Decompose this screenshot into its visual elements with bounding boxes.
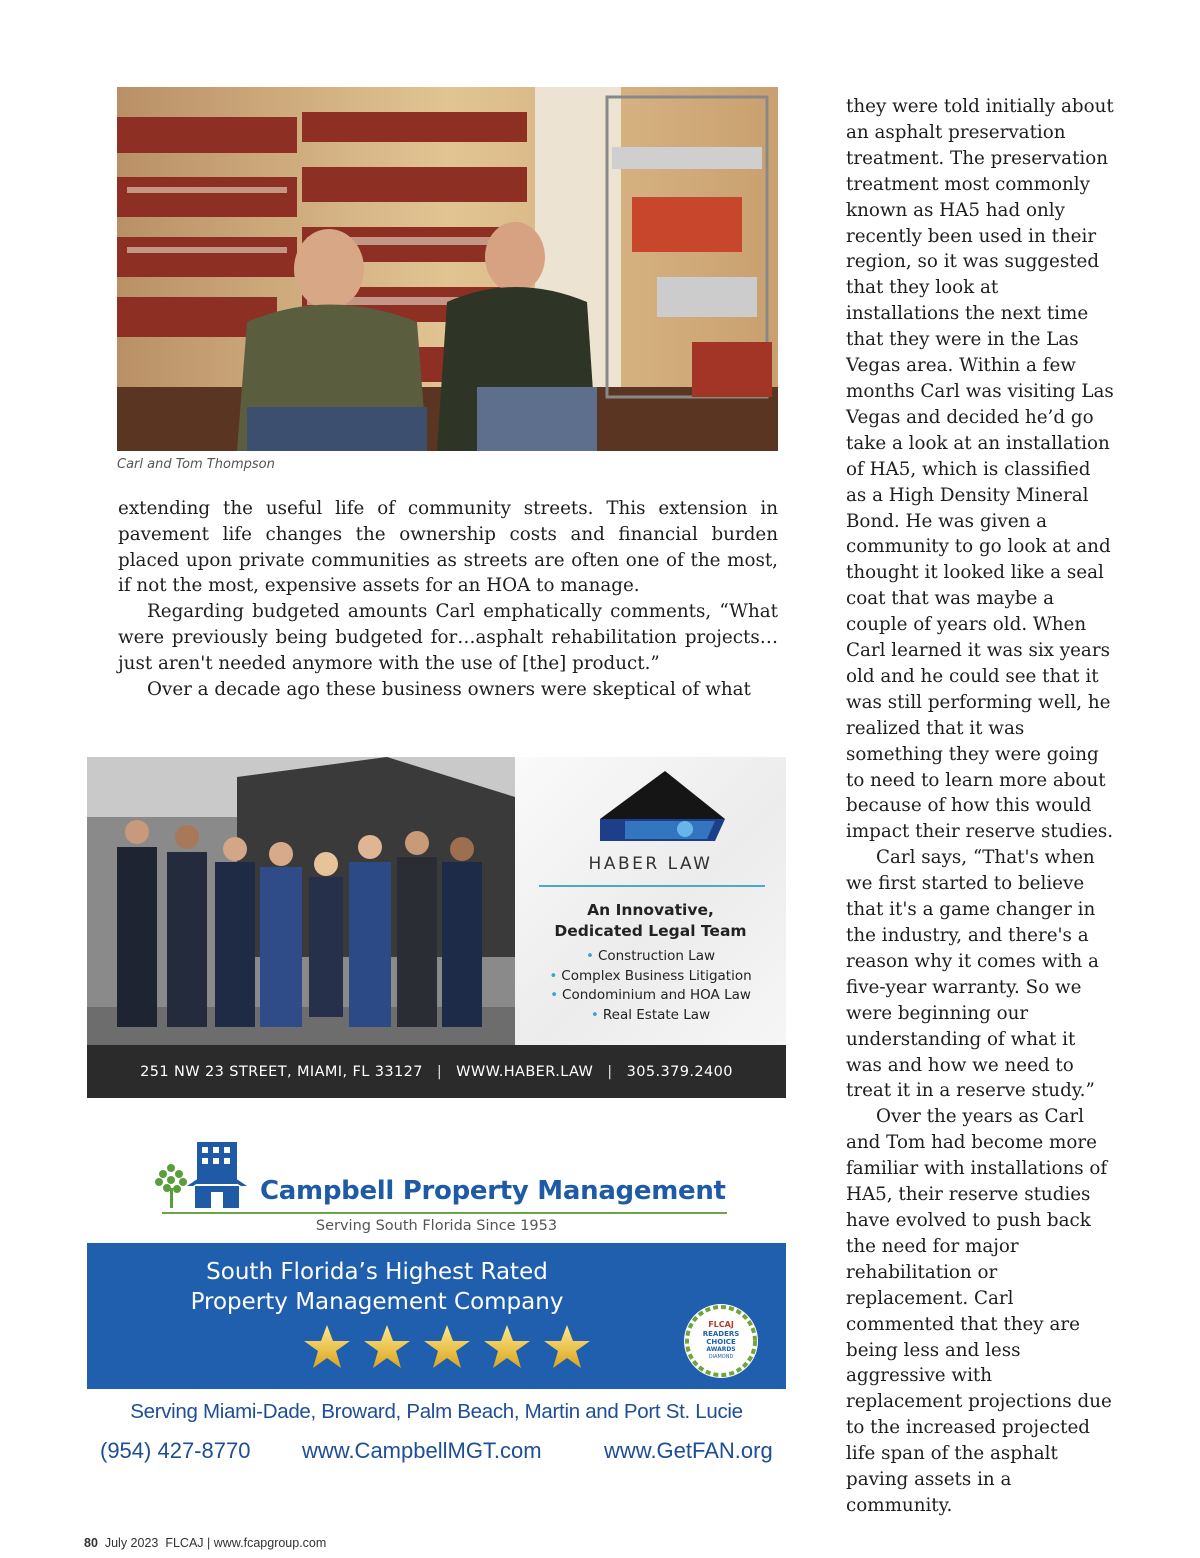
service-label: Complex Business Litigation	[561, 967, 752, 984]
haber-address: 251 NW 23 STREET, MIAMI, FL 33127	[140, 1063, 423, 1080]
getfan-website-link[interactable]: www.GetFAN.org	[604, 1438, 773, 1463]
page-footer	[84, 1536, 326, 1550]
article-right-column	[846, 94, 1114, 1519]
bullet-icon: •	[590, 1006, 599, 1023]
service-label: Real Estate Law	[602, 1006, 711, 1023]
service-item	[515, 1006, 786, 1026]
haber-website-link[interactable]: WWW.HABER.LAW	[456, 1063, 594, 1080]
article-paragraph: Carl says, “That's when we first started to believe that it's a game changer in the industry, and there's a reason why it comes with a five-year warranty. So we were beginning our understanding of what it was and how we need to treat it in a reserve study.”	[846, 847, 1099, 1102]
haber-phone[interactable]: 305.379.2400	[626, 1063, 733, 1080]
bullet-icon: •	[585, 948, 594, 964]
service-item	[515, 986, 786, 1006]
publication-name: FLCAJ	[165, 1536, 204, 1550]
badge-line: AWARDS	[706, 1346, 736, 1353]
badge-line: CHOICE	[706, 1338, 736, 1346]
campbell-ad[interactable]	[87, 1130, 786, 1475]
office-photo-illustration	[117, 87, 778, 451]
campbell-headline	[87, 1257, 667, 1317]
star-icon	[424, 1325, 470, 1368]
campbell-website-link[interactable]: www.CampbellMGT.com	[302, 1438, 542, 1463]
campbell-service-area: Serving Miami-Dade, Broward, Palm Beach, Martin and Port St. Lucie	[130, 1400, 743, 1423]
service-item	[515, 947, 786, 967]
haber-brand-name: HABER LAW	[588, 854, 713, 874]
bullet-icon: •	[550, 987, 559, 1004]
readers-choice-badge	[684, 1304, 758, 1378]
haber-info-panel	[515, 757, 786, 1045]
haber-law-ad[interactable]	[87, 757, 786, 1098]
service-label: Construction Law	[597, 948, 716, 964]
bullet-icon: •	[549, 967, 558, 984]
article-paragraph: extending the useful life of community streets. This extension in pavement life changes the ownership costs and financial burden placed upon private communities as streets are often one of the most, if not the most, expensive assets for an HOA to manage.	[118, 498, 778, 597]
issue-date: July 2023	[104, 1536, 159, 1550]
star-icon	[544, 1325, 590, 1368]
campbell-phone[interactable]: (954) 427-8770	[100, 1438, 251, 1463]
five-star-rating	[302, 1323, 592, 1373]
separator: |	[607, 1063, 613, 1080]
team-photo	[87, 757, 515, 1045]
haber-tagline-line: An Innovative,	[587, 901, 714, 919]
article-paragraph: they were told initially about an asphalt preservation treatment. The preservation treatment most commonly known as HA5 had only recently been used in their region, so it was suggested that they look at installations the next time that they were in the Las Vegas area. Within a few months Carl was visiting Las Vegas and decided he’d go take a look at an installation of HA5, which is classified as a High Density Mineral Bond. He was given a community to go look at and thought it looked like a seal coat that was maybe a couple of years old. When Carl learned it was six years old and he could see that it was still performing well, he realized that it was something they were going to need to learn more about because of how this would impact their reserve studies.	[846, 96, 1114, 843]
footer-separator: |	[207, 1536, 211, 1550]
badge-line: DIAMOND	[708, 1354, 734, 1360]
campbell-banner	[87, 1243, 786, 1389]
campbell-divider	[162, 1212, 727, 1214]
haber-tagline-line: Dedicated Legal Team	[554, 922, 747, 940]
campbell-since: Serving South Florida Since 1953	[315, 1218, 558, 1234]
footer-website-link[interactable]: www.fcapgroup.com	[213, 1536, 327, 1550]
star-icon	[304, 1325, 350, 1368]
campbell-company-name: Campbell Property Management	[260, 1176, 726, 1206]
article-paragraph: Regarding budgeted amounts Carl emphatically comments, “What were previously being budgeted for…asphalt rehabilitation projects… just aren't needed anymore with the use of [the] product.”	[118, 601, 778, 674]
photo-caption: Carl and Tom Thompson	[117, 457, 275, 472]
article-photo	[117, 87, 778, 451]
team-photo-illustration	[87, 757, 515, 1045]
service-item	[515, 967, 786, 987]
star-icon	[484, 1325, 530, 1368]
article-paragraph: Over a decade ago these business owners were skeptical of what	[147, 678, 751, 700]
article-paragraph: Over the years as Carl and Tom had become more familiar with installations of HA5, their reserve studies have evolved to push back the need for major rehabilitation or replacement. Carl commented that they are being less and less aggressive with replacement projections due to the increased projected life span of the asphalt paving assets in a community.	[846, 1106, 1112, 1516]
badge-line: FLCAJ	[708, 1320, 734, 1329]
star-icon	[364, 1325, 410, 1368]
campbell-headline-line: Property Management Company	[190, 1289, 564, 1315]
article-left-text	[118, 496, 778, 702]
campbell-logo-icon	[149, 1138, 257, 1212]
haber-contact-bar	[87, 1045, 786, 1098]
separator: |	[436, 1063, 443, 1080]
campbell-headline-line: South Florida’s Highest Rated	[206, 1259, 548, 1285]
haber-logo-icon	[565, 769, 735, 845]
page-number: 80	[84, 1536, 98, 1550]
haber-tagline	[515, 900, 786, 942]
haber-divider	[539, 885, 765, 887]
service-label: Condominium and HOA Law	[562, 987, 751, 1004]
haber-services-list	[515, 947, 786, 1025]
badge-line: READERS	[702, 1330, 740, 1338]
